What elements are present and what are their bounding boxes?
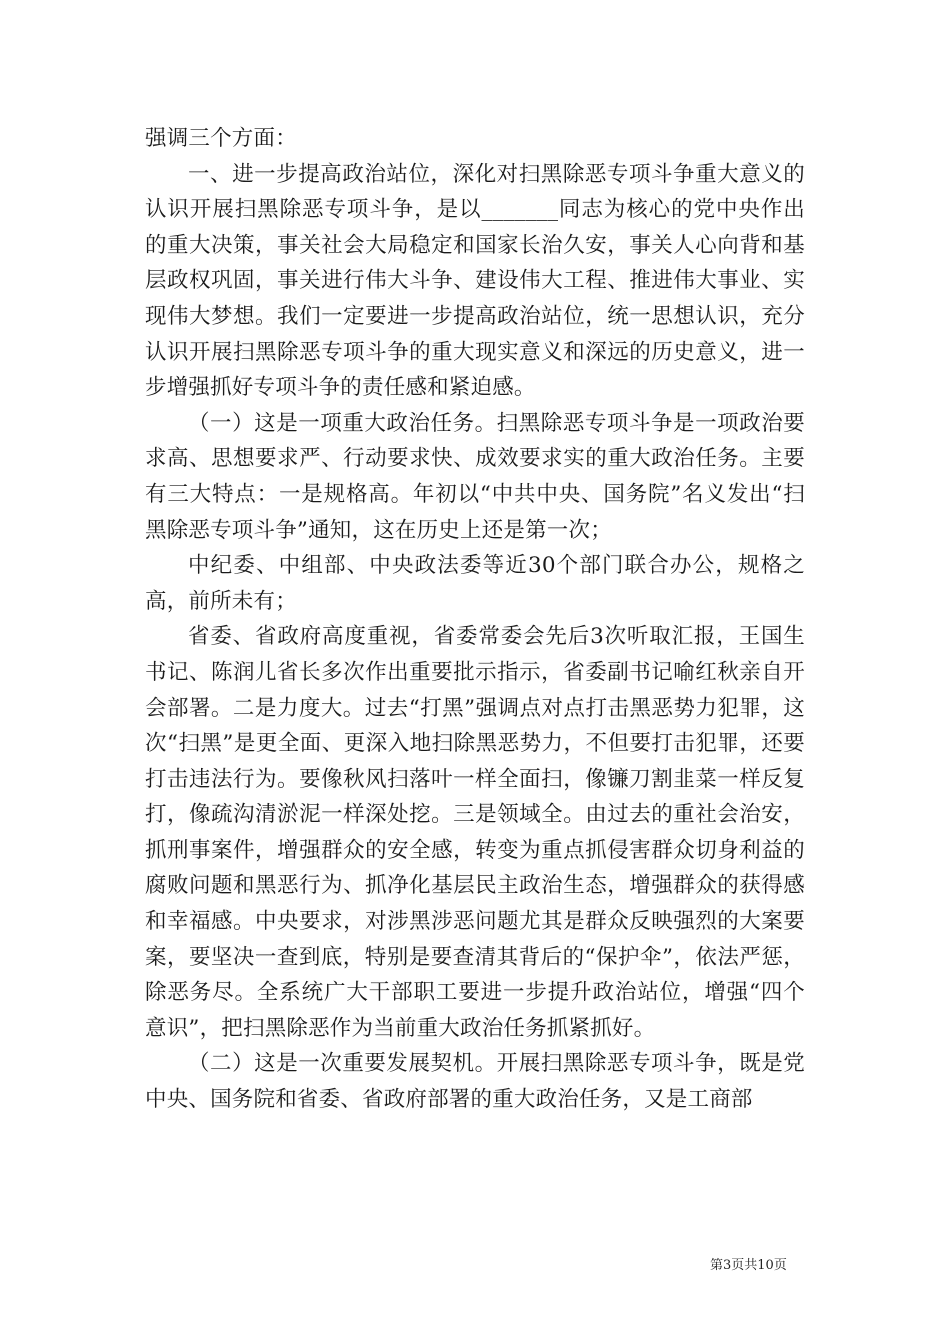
paragraph-departments: 中纪委、中组部、中央政法委等近30个部门联合办公，规格之高，前所未有； <box>145 553 805 614</box>
document-body <box>145 121 805 1118</box>
page-number: 第3页共10页 <box>710 1258 787 1273</box>
paragraph-subsection-two: （二）这是一次重要发展契机。开展扫黑除恶专项斗争，既是党中央、国务院和省委、省政府部署的重大政治任务，又是工商部 <box>145 1051 805 1113</box>
paragraph-intro: 强调三个方面： <box>145 126 297 151</box>
paragraph-provincial: 省委、省政府高度重视，省委常委会先后3次听取汇报，王国生书记、陈润儿省长多次作出重要批示指示，省委副书记喻红秋亲自开会部署。二是力度大。过去“打黑”强调点对点打击黑恶势力犯罪，这次“扫黑”是更全面、更深入地扫除黑恶势力，不但要打击犯罪，还要打击违法行为。要像秋风扫落叶一样全面扫，像镰刀割韭菜一样反复打，像疏沟清淤泥一样深处挖。三是领域全。由过去的重社会治安，抓刑事案件，增强群众的安全感，转变为重点抓侵害群众切身利益的腐败问题和黑恶行为、抓净化基层民主政治生态，增强群众的获得感和幸福感。中央要求，对涉黑涉恶问题尤其是群众反映强烈的大案要案，要坚决一查到底，特别是要查清其背后的“保护伞”，依法严惩，除恶务尽。全系统广大干部职工要进一步提升政治站位，增强“四个意识”，把扫黑除恶作为当前重大政治任务抓紧抓好。 <box>145 624 805 1041</box>
paragraph-subsection-one: （一）这是一项重大政治任务。扫黑除恶专项斗争是一项政治要求高、思想要求严、行动要求快、成效要求实的重大政治任务。主要有三大特点：一是规格高。年初以“中共中央、国务院”名义发出“扫黑除恶专项斗争”通知，这在历史上还是第一次； <box>145 410 805 543</box>
paragraph-section-one: 一、进一步提高政治站位，深化对扫黑除恶专项斗争重大意义的认识开展扫黑除恶专项斗争，是以_______同志为核心的党中央作出的重大决策，事关社会大局稳定和国家长治久安，事关人心向背和基层政权巩固，事关进行伟大斗争、建设伟大工程、推进伟大事业、实现伟大梦想。我们一定要进一步提高政治站位，统一思想认识，充分认识开展扫黑除恶专项斗争的重大现实意义和深远的历史意义，进一步增强抓好专项斗争的责任感和紧迫感。 <box>145 161 805 401</box>
